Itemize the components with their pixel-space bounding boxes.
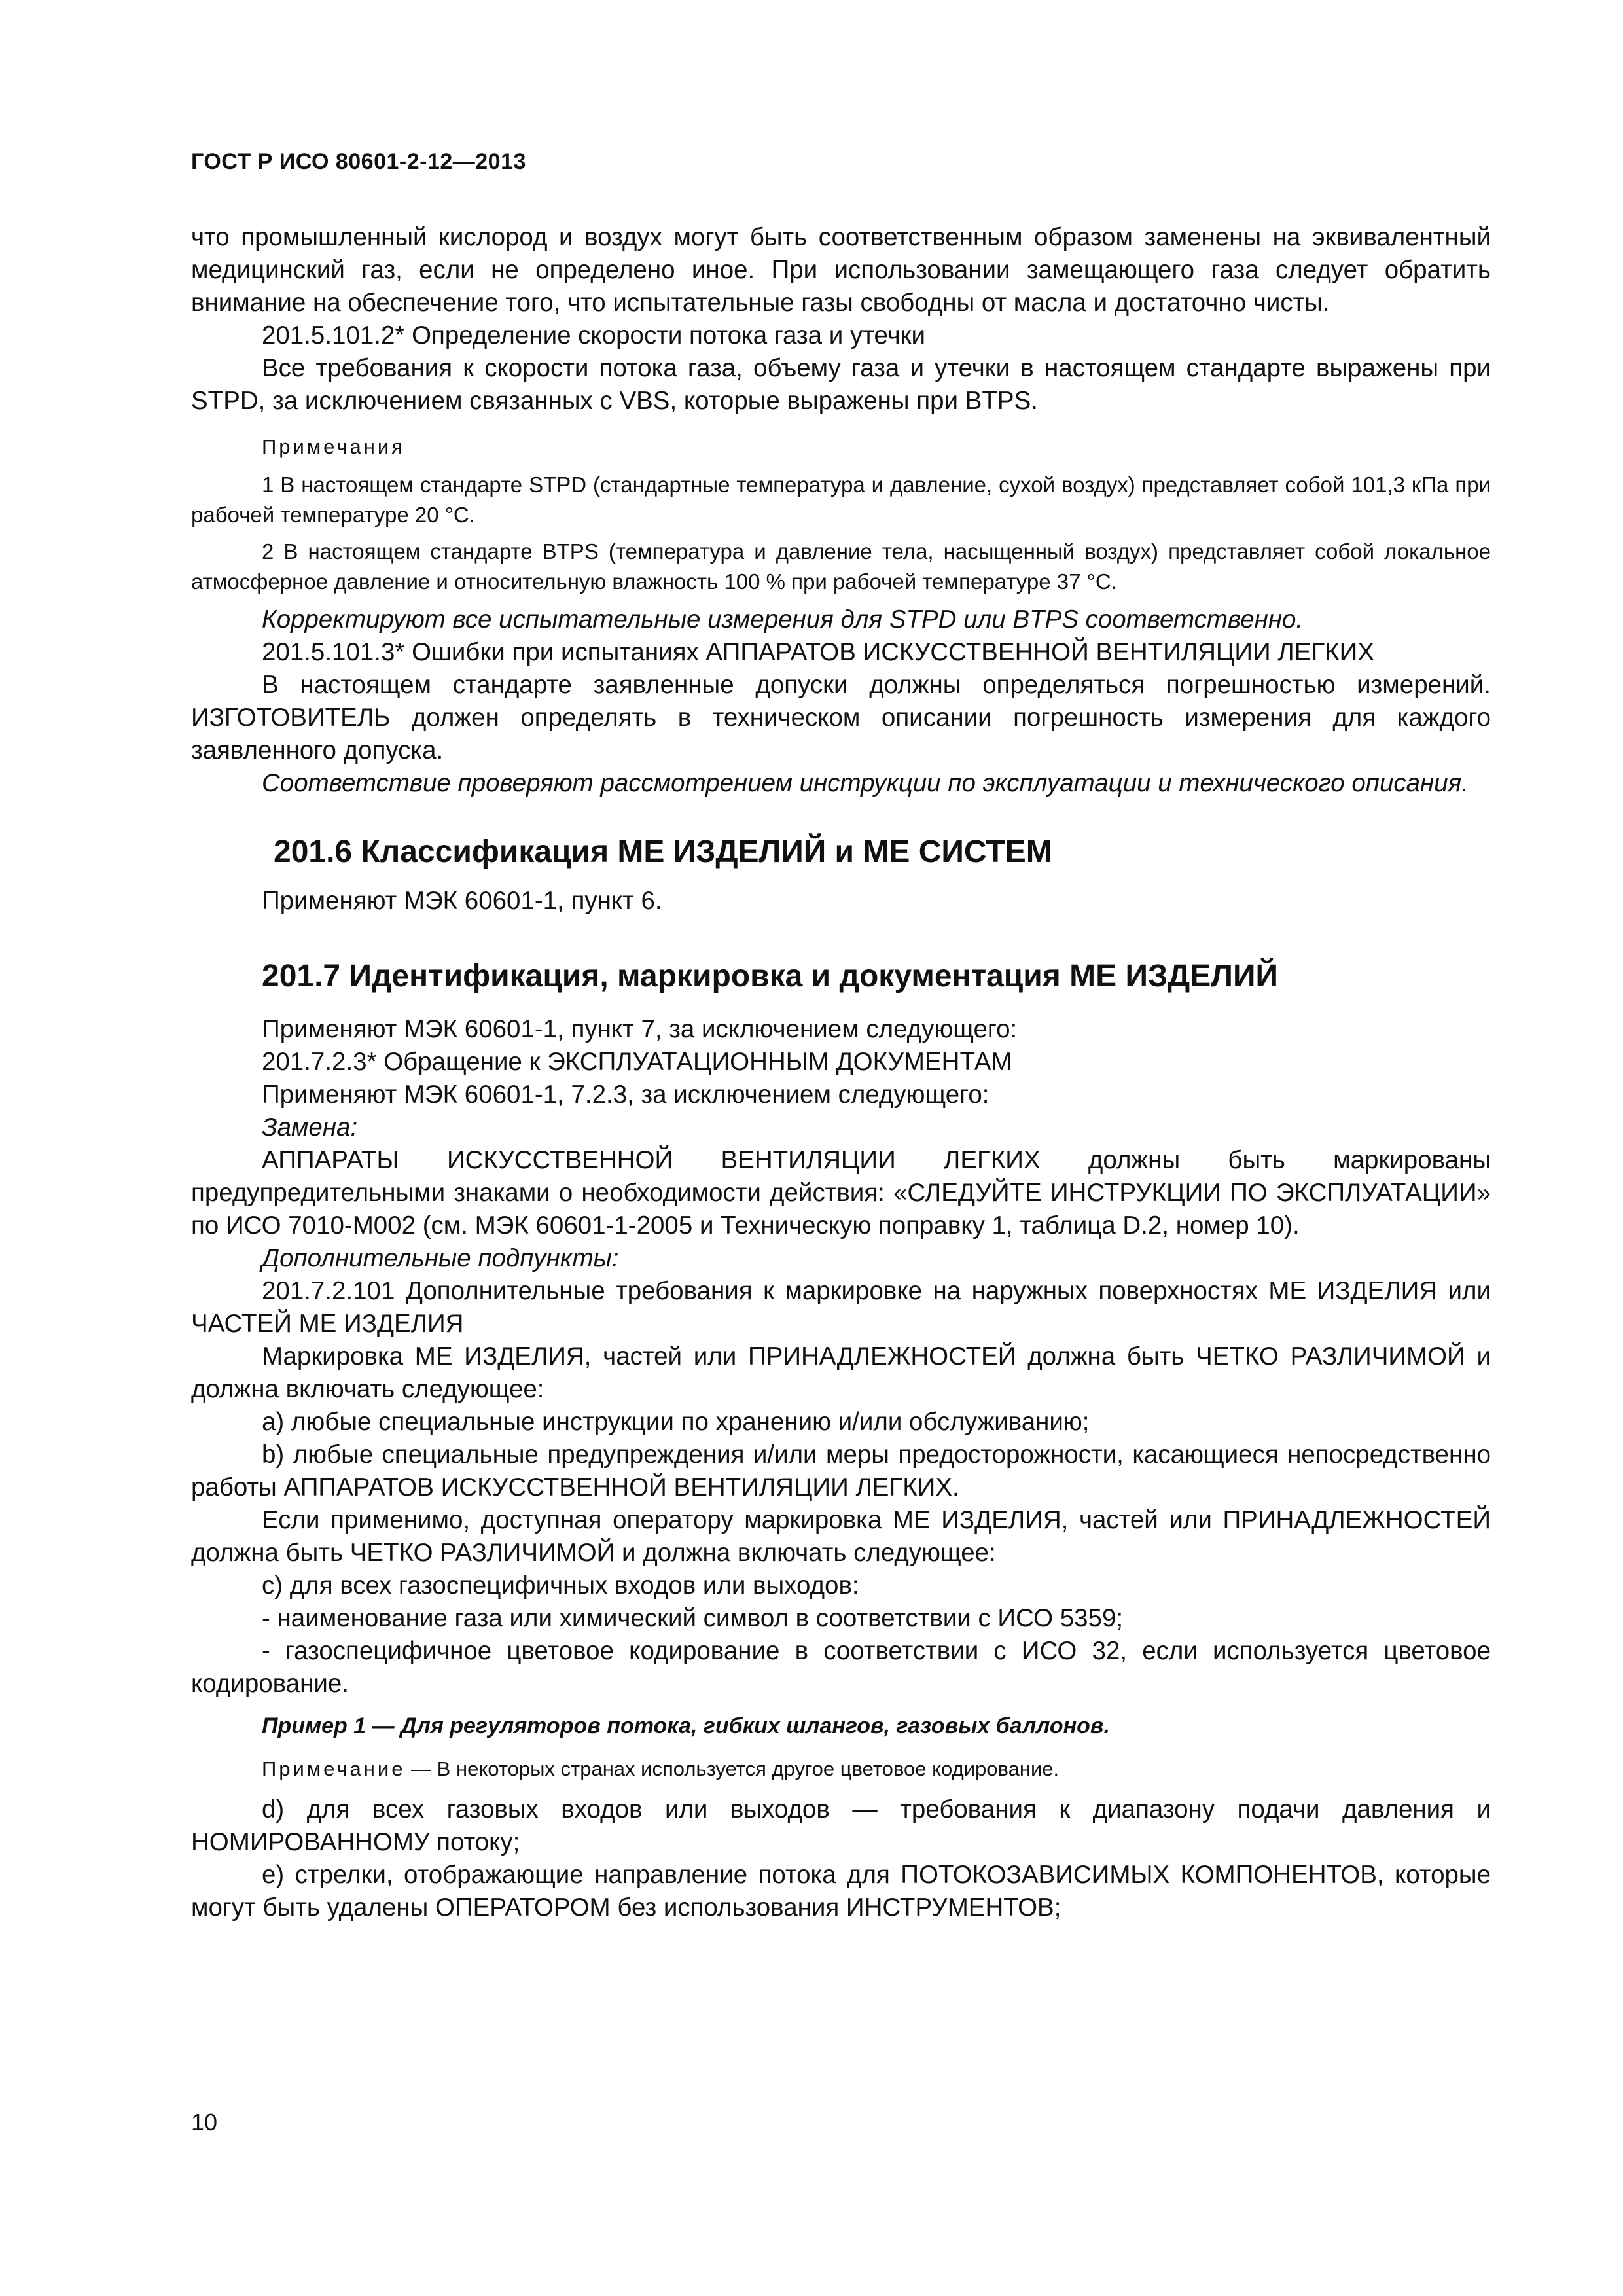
inline-note	[191, 1754, 1491, 1784]
example-1: Пример 1 — Для регуляторов потока, гибких шлангов, газовых баллонов.	[262, 1713, 1110, 1738]
paragraph-italic: Корректируют все испытательные измерения для STPD или BTPS соответственно.	[262, 605, 1304, 634]
paragraph: Применяют МЭК 60601-1, пункт 7, за исключением следующего:	[262, 1015, 1018, 1043]
paragraph: АППАРАТЫ ИСКУССТВЕННОЙ ВЕНТИЛЯЦИИ ЛЕГКИХ должны быть маркированы предупредительными знаками о необходимости действия: «СЛЕДУЙТЕ ИНСТРУКЦИИ ПО ЭКСПЛУАТАЦИИ» по ИСО 7010-М002 (см. МЭК 60601-1-2005 и Техническую поправку 1, таблица D.2, номер 10).	[191, 1146, 1491, 1240]
clause-heading: 201.5.101.2* Определение скорости потока газа и утечки	[262, 321, 925, 350]
paragraph-italic: Дополнительные подпункты:	[262, 1244, 619, 1272]
clause-heading: 201.5.101.3* Ошибки при испытаниях АППАРАТОВ ИСКУССТВЕННОЙ ВЕНТИЛЯЦИИ ЛЕГКИХ	[262, 638, 1374, 666]
inline-note-text: — В некоторых странах используется другое цветовое кодирование.	[405, 1757, 1060, 1780]
clause-heading: 201.7.2.101 Дополнительные требования к маркировке на наружных поверхностях МЕ ИЗДЕЛИЯ или ЧАСТЕЙ МЕ ИЗДЕЛИЯ	[191, 1277, 1491, 1338]
list-item: e) стрелки, отображающие направление потока для ПОТОКОЗАВИСИМЫХ КОМПОНЕНТОВ, которые могут быть удалены ОПЕРАТОРОМ без использования ИНСТРУМЕНТОВ;	[191, 1861, 1491, 1922]
paragraph: что промышленный кислород и воздух могут быть соответственным образом заменены на эквивалентный медицинский газ, если не определено иное. При использовании замещающего газа следует обратить внимание на обеспечение того, что испытательные газы свободны от масла и достаточно чисты.	[191, 223, 1491, 317]
paragraph: В настоящем стандарте заявленные допуски должны определяться погрешностью измерений. ИЗГОТОВИТЕЛЬ должен определять в техническом описании погрешность измерения для каждого заявленного допуска.	[191, 671, 1491, 764]
paragraph: Применяют МЭК 60601-1, пункт 6.	[262, 887, 662, 915]
list-item: c) для всех газоспецифичных входов или выходов:	[262, 1571, 859, 1600]
list-item: - газоспецифичное цветовое кодирование в соответствии с ИСО 32, если используется цветовое кодирование.	[191, 1637, 1491, 1698]
inline-note-label: Примечание	[262, 1757, 406, 1780]
list-item: a) любые специальные инструкции по хранению и/или обслуживанию;	[262, 1408, 1090, 1436]
section-heading-201-7: 201.7 Идентификация, маркировка и документация МЕ ИЗДЕЛИЙ	[262, 959, 1278, 994]
section-heading-201-6: 201.6 Классификация МЕ ИЗДЕЛИЙ и МЕ СИСТЕМ	[274, 834, 1052, 869]
body-text	[191, 221, 1491, 1924]
paragraph: Все требования к скорости потока газа, объему газа и утечки в настоящем стандарте выражены при STPD, за исключением связанных с VBS, которые выражены при BTPS.	[191, 354, 1491, 415]
list-item: - наименование газа или химический символ в соответствии с ИСО 5359;	[262, 1604, 1124, 1632]
note-2: 2 В настоящем стандарте BTPS (температура и давление тела, насыщенный воздух) представляет собой локальное атмосферное давление и относительную влажность 100 % при рабочей температуре 37 °С.	[191, 539, 1491, 594]
paragraph: Если применимо, доступная оператору маркировка МЕ ИЗДЕЛИЯ, частей или ПРИНАДЛЕЖНОСТЕЙ должна быть ЧЕТКО РАЗЛИЧИМОЙ и должна включать следующее:	[191, 1506, 1491, 1567]
list-item: b) любые специальные предупреждения и/или меры предосторожности, касающиеся непосредственно работы АППАРАТОВ ИСКУССТВЕННОЙ ВЕНТИЛЯЦИИ ЛЕГКИХ.	[191, 1441, 1491, 1501]
notes-heading: Примечания	[262, 435, 405, 458]
list-item: d) для всех газовых входов или выходов — требования к диапазону подачи давления и НОМИРОВАННОМУ потоку;	[191, 1795, 1491, 1856]
paragraph-italic: Соответствие проверяют рассмотрением инструкции по эксплуатации и технического описания.	[262, 769, 1469, 797]
clause-heading: 201.7.2.3* Обращение к ЭКСПЛУАТАЦИОННЫМ ДОКУМЕНТАМ	[262, 1048, 1012, 1076]
paragraph: Маркировка МЕ ИЗДЕЛИЯ, частей или ПРИНАДЛЕЖНОСТЕЙ должна быть ЧЕТКО РАЗЛИЧИМОЙ и должна включать следующее:	[191, 1342, 1491, 1403]
page-number: 10	[191, 2109, 218, 2136]
standard-header: ГОСТ Р ИСО 80601-2-12—2013	[191, 149, 526, 174]
paragraph-italic: Замена:	[262, 1113, 358, 1141]
note-1: 1 В настоящем стандарте STPD (стандартные температура и давление, сухой воздух) представляет собой 101,3 кПа при рабочей температуре 20 °С.	[191, 473, 1491, 527]
paragraph: Применяют МЭК 60601-1, 7.2.3, за исключением следующего:	[262, 1081, 990, 1109]
